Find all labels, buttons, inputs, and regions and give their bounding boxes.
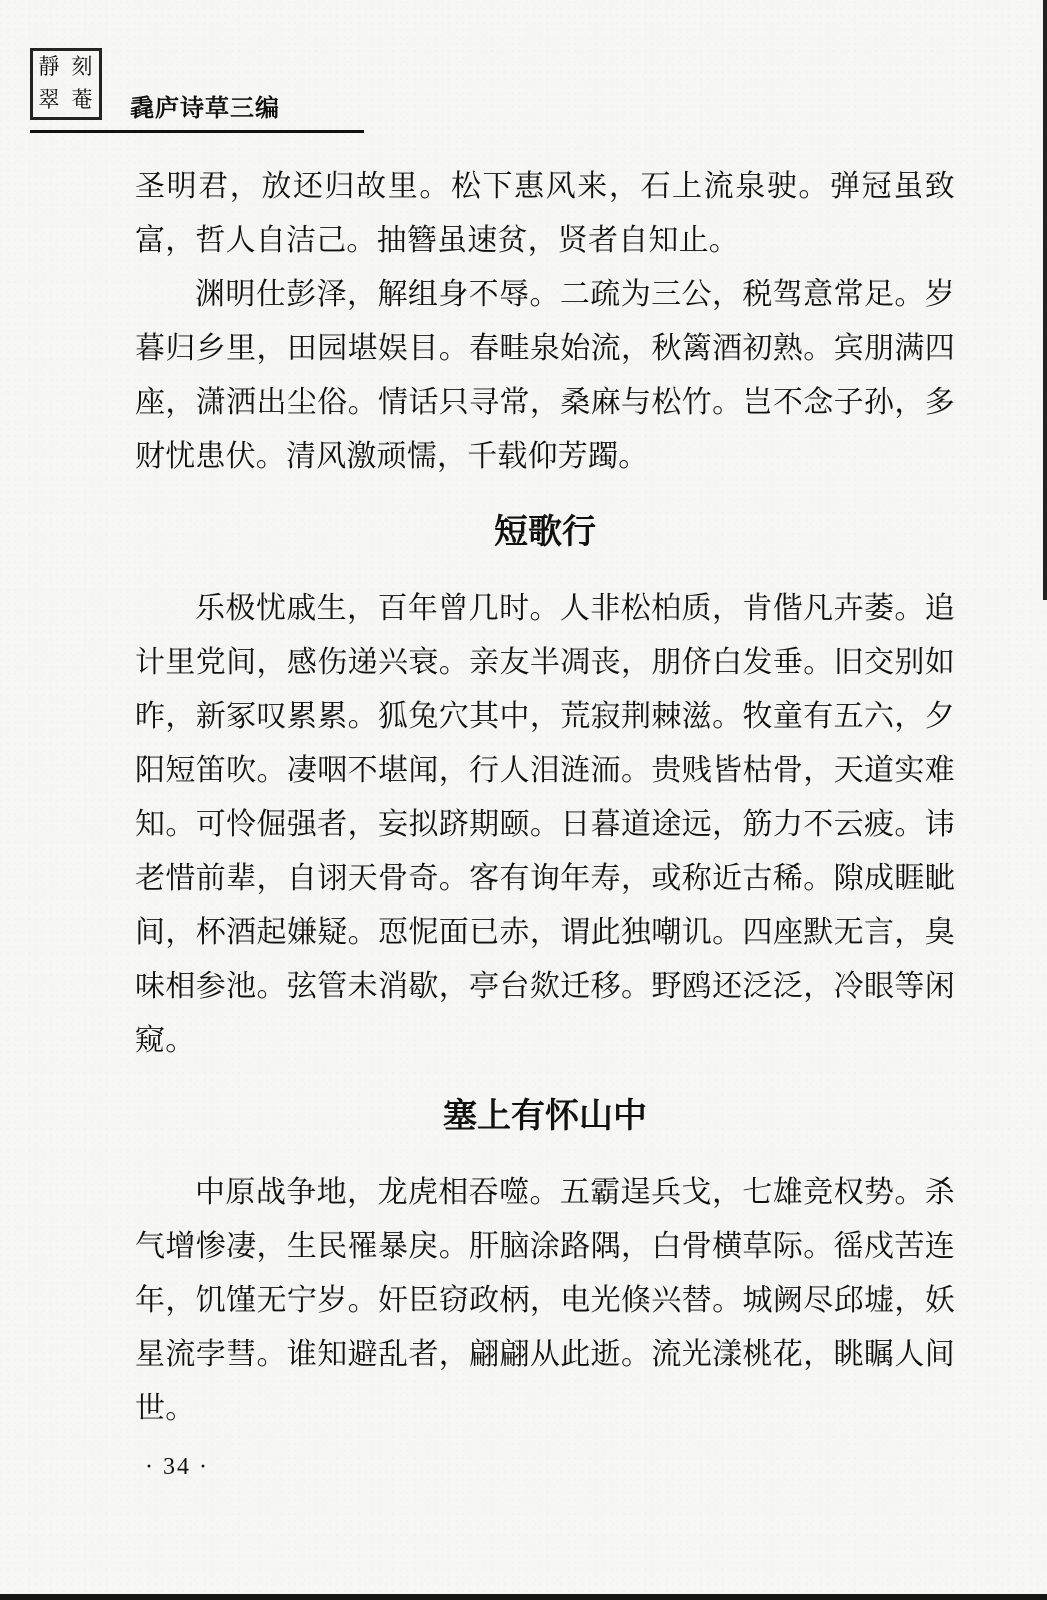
seal-char-4: 菴: [72, 87, 93, 113]
paragraph-4: 中原战争地，龙虎相吞噬。五霸逞兵戈，七雄竞权势。杀气增惨凄，生民罹暴戾。肝脑涂路隅，白骨横草际。徭戍苦连年，饥馑无宁岁。奸臣窃政柄，电光倏兴替。城阙尽邱墟，妖星流孛彗。谁知避乱者，翩翩从此逝。流光漾桃花，眺瞩人间世。: [135, 1175, 955, 1426]
poem-title-frontier: 塞上有怀山中: [443, 1096, 647, 1136]
page-edge-shadow: [1043, 0, 1047, 730]
poem-title-short-song: 短歌行: [494, 512, 596, 552]
seal-stamp: [30, 48, 102, 120]
seal-char-1: 靜: [39, 54, 60, 80]
paragraph-1: 圣明君，放还归故里。松下惠风来，石上流泉驶。弹冠虽致富，哲人自洁己。抽簪虽速贫，贤者自知止。: [135, 169, 955, 258]
seal-char-3: 翠: [39, 87, 60, 113]
page-number: · 34 ·: [145, 1454, 209, 1480]
header-divider: [30, 130, 364, 133]
paragraph-2: 渊明仕彭泽，解组身不辱。二疏为三公，税驾意常足。岁暮归乡里，田园堪娱目。春畦泉始流，秋篱酒初熟。宾朋满四座，潇洒出尘俗。情话只寻常，桑麻与松竹。岂不念子孙，多财忧患伏。清风激顽懦，千载仰芳躅。: [135, 277, 955, 474]
seal-char-2: 刻: [72, 54, 93, 80]
bottom-edge-line: [0, 1594, 1047, 1600]
book-title: 毳庐诗草三编: [130, 94, 280, 122]
paragraph-3: 乐极忧戚生，百年曾几时。人非松柏质，肯偕凡卉萎。追计里党间，感伤递兴衰。亲友半凋丧，朋侪白发垂。旧交别如昨，新冢叹累累。狐兔穴其中，荒寂荆棘滋。牧童有五六，夕阳短笛吹。凄咽不堪闻，行人泪涟洏。贵贱皆枯骨，天道实难知。可怜倔强者，妄拟跻期颐。日暮道途远，筋力不云疲。讳老惜前辈，自诩天骨奇。客有询年寿，或称近古稀。隙成睚眦间，杯酒起嫌疑。恧怩面已赤，谓此独嘲讥。四座默无言，臭味相参池。弦管未消歇，亭台欻迁移。野鸥还泛泛，冷眼等闲窥。: [135, 591, 955, 1058]
main-content: [135, 160, 955, 1436]
